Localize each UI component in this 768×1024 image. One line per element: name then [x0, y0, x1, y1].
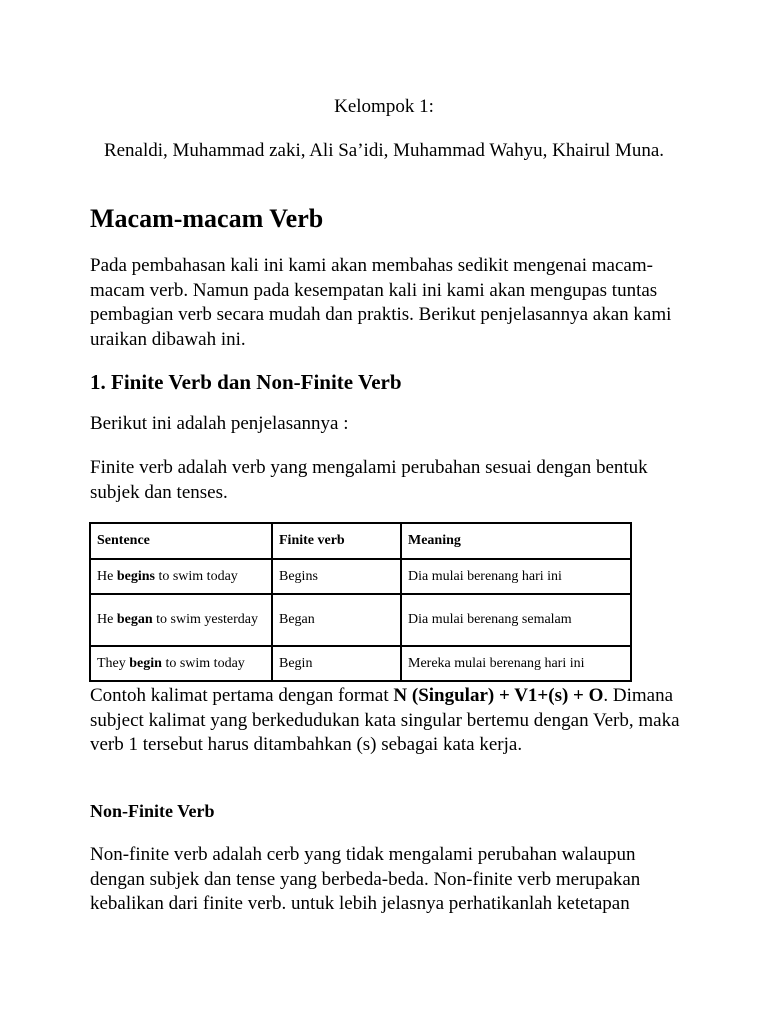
finite-verb-definition: Finite verb adalah verb yang mengalami perubahan sesuai dengan bentuk subjek dan tenses. [90, 457, 648, 503]
example-formula: N (Singular) + V1+(s) + O [393, 685, 604, 706]
group-title: Kelompok 1: [334, 96, 434, 117]
finite-verb-cell: Begin [272, 646, 401, 681]
table-header-row [90, 523, 631, 559]
meaning-cell: Dia mulai berenang hari ini [401, 559, 631, 594]
header-meaning: Meaning [401, 523, 631, 559]
meaning-cell: Dia mulai berenang semalam [401, 594, 631, 646]
finite-verb-table [89, 522, 632, 682]
intro-paragraph: Pada pembahasan kali ini kami akan membahas sedikit mengenai macam-macam verb. Namun pada kesempatan kali ini kami akan mengupas tuntas pembagian verb secara mudah dan praktis. Berikut penjelasannya akan kami uraikan dibawah ini. [90, 255, 672, 350]
example-intro-text: Contoh kalimat pertama dengan format [90, 685, 394, 706]
header-sentence: Sentence [90, 523, 272, 559]
group-members: Renaldi, Muhammad zaki, Ali Sa’idi, Muhammad Wahyu, Khairul Muna. [103, 140, 665, 161]
sentence-rest: to swim today [161, 655, 245, 671]
section1-heading: 1. Finite Verb dan Non-Finite Verb [90, 370, 402, 394]
table-row [90, 646, 631, 681]
sentence-subject: He [97, 568, 117, 584]
example-paragraph [90, 684, 680, 758]
finite-verb-cell: Begins [272, 559, 401, 594]
section1-lead: Berikut ini adalah penjelasannya : [90, 413, 349, 434]
section2-heading: Non-Finite Verb [90, 801, 215, 821]
sentence-rest: to swim yesterday [152, 612, 258, 627]
finite-verb-cell: Began [272, 594, 401, 646]
header-finite-verb: Finite verb [272, 523, 401, 559]
non-finite-verb-definition: Non-finite verb adalah cerb yang tidak mengalami perubahan walaupun dengan subjek dan tense yang berbeda-beda. Non-finite verb merupakan kebalikan dari finite verb. untuk lebih jelasnya perhatikanlah ketetapan [90, 844, 641, 914]
sentence-verb: begin [129, 655, 162, 671]
document-title: Macam-macam Verb [90, 204, 324, 233]
sentence-verb: began [116, 612, 153, 627]
sentence-cell [90, 594, 272, 646]
sentence-subject: He [97, 612, 117, 627]
sentence-rest: to swim today [154, 568, 238, 584]
sentence-verb: begins [116, 568, 155, 584]
sentence-cell [90, 559, 272, 594]
meaning-cell: Mereka mulai berenang hari ini [401, 646, 631, 681]
example-explanation: . Dimana subject kalimat yang berkedudukan kata singular bertemu dengan Verb, maka verb 1 tersebut harus ditambahkan (s) sebagai kata kerja. [90, 685, 680, 755]
sentence-subject: They [97, 655, 130, 671]
sentence-cell [90, 646, 272, 681]
table-row [90, 559, 631, 594]
table-row [90, 594, 631, 646]
